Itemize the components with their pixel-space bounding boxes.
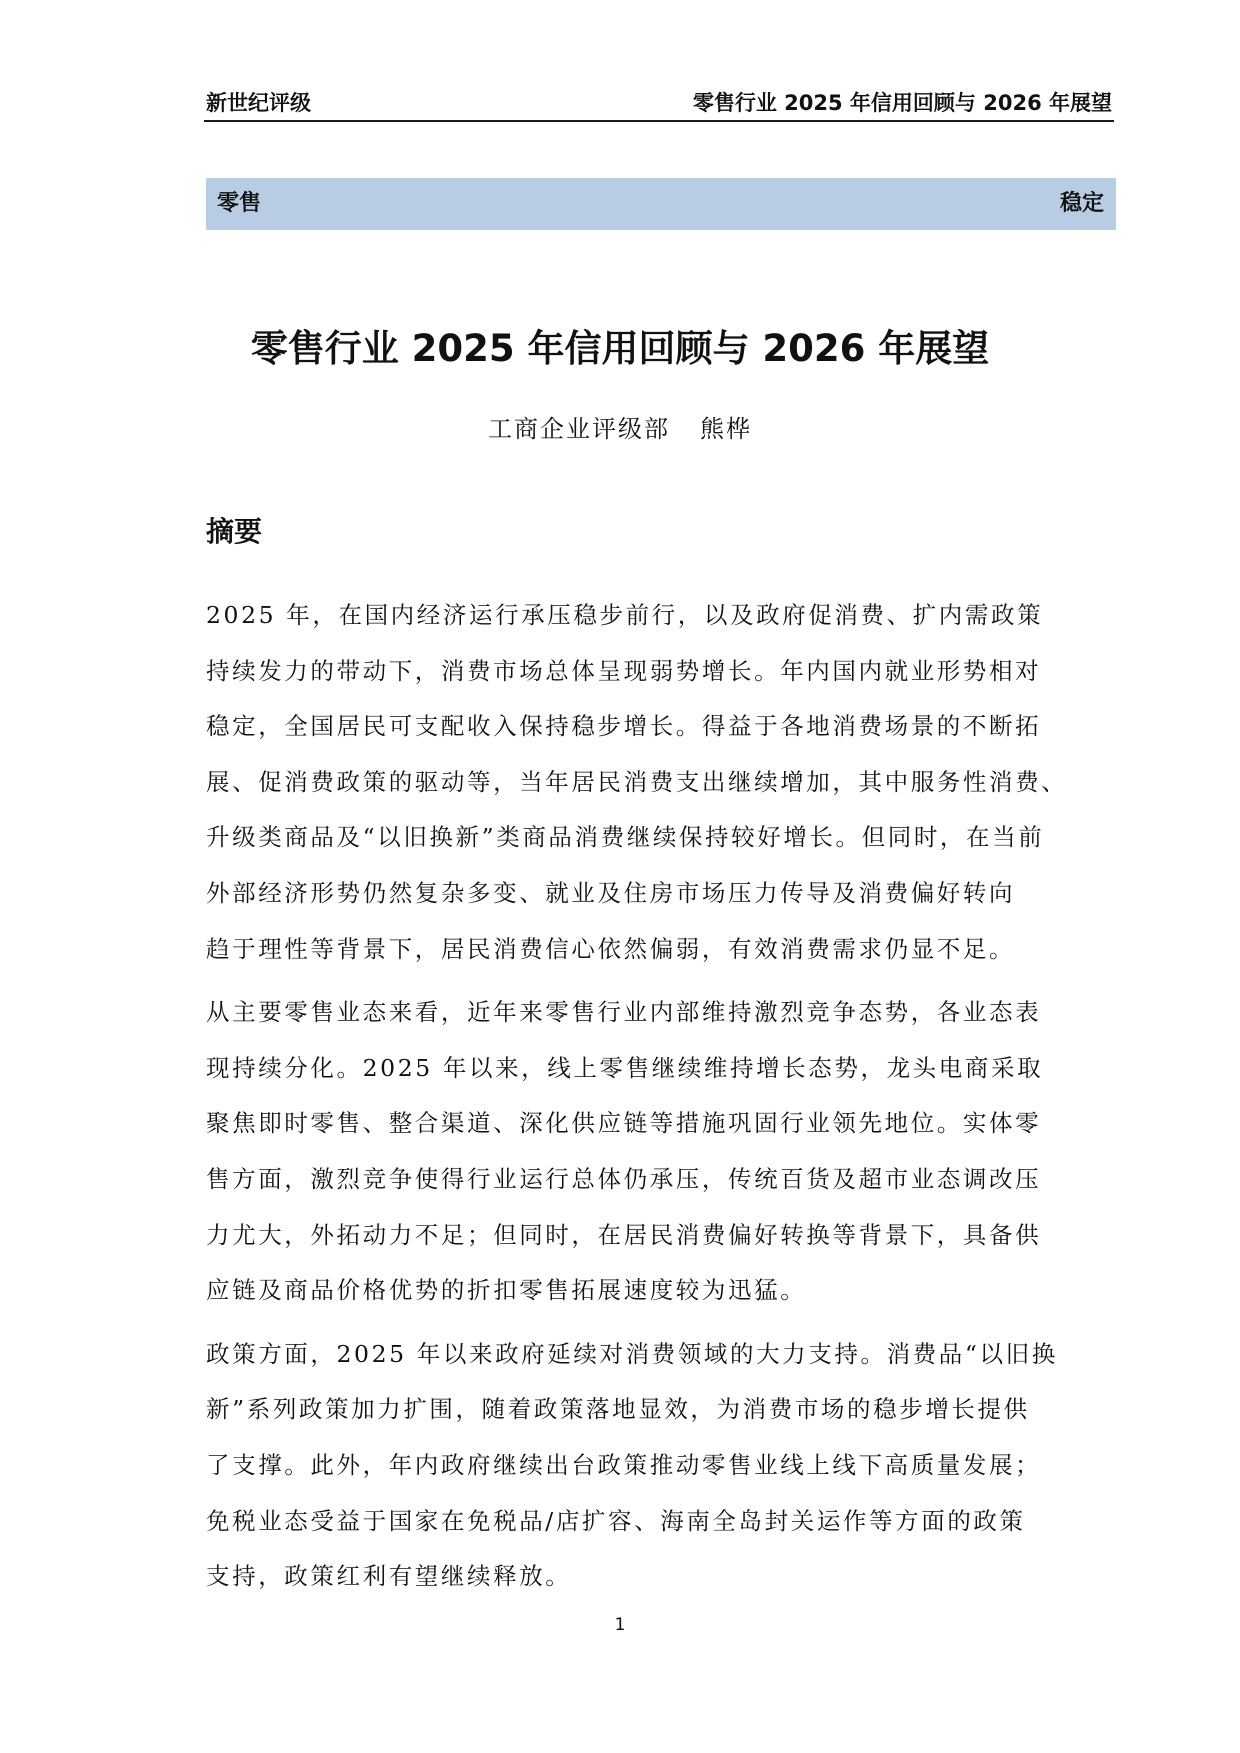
section-title-abstract: 摘要 <box>206 515 263 548</box>
paragraph-line: 应链及商品价格优势的折扣零售拓展速度较为迅猛。 <box>206 1276 807 1305</box>
paragraph-line: 持续发力的带动下，消费市场总体呈现弱势增长。年内国内就业形势相对 <box>206 656 1042 685</box>
paragraph-line: 聚焦即时零售、整合渠道、深化供应链等措施巩固行业领先地位。实体零 <box>206 1109 1042 1138</box>
author-name: 熊桦 <box>700 415 752 443</box>
industry-outlook-banner <box>206 178 1116 230</box>
paragraph-line: 现持续分化。2025 年以来，线上零售继续维持增长态势，龙头电商采取 <box>206 1053 1044 1082</box>
paragraph-line: 稳定，全国居民可支配收入保持稳步增长。得益于各地消费场景的不断拓 <box>206 712 1042 741</box>
paragraph-line: 力尤大，外拓动力不足；但同时，在居民消费偏好转换等背景下，具备供 <box>206 1220 1042 1249</box>
paragraph-line: 2025 年，在国内经济运行承压稳步前行，以及政府促消费、扩内需政策 <box>206 601 1044 629</box>
paragraph <box>206 985 1116 1319</box>
banner-outlook: 稳定 <box>1059 191 1104 216</box>
paragraph <box>206 588 1116 977</box>
paragraph-line: 升级类商品及“以旧换新”类商品消费继续保持较好增长。但同时，在当前 <box>206 823 1045 852</box>
paragraph-line: 售方面，激烈竞争使得行业运行总体仍承压，传统百货及超市业态调改压 <box>206 1164 1042 1193</box>
paragraph-line: 展、促消费政策的驱动等，当年居民消费支出继续增加，其中服务性消费、 <box>206 767 1068 796</box>
paragraph-line: 趋于理性等背景下，居民消费信心依然偏弱，有效消费需求仍显不足。 <box>206 934 1016 963</box>
paragraph-line: 免税业态受益于国家在免税品/店扩容、海南全岛封关运作等方面的政策 <box>206 1506 1026 1535</box>
paragraph-line: 从主要零售业态来看，近年来零售行业内部维持激烈竞争态势，各业态表 <box>206 998 1042 1027</box>
header-org: 新世纪评级 <box>206 91 311 115</box>
paragraph-line: 新”系列政策加力扩围，随着政策落地显效，为消费市场的稳步增长提供 <box>206 1395 1030 1424</box>
report-title: 零售行业 2025 年信用回顾与 2026 年展望 <box>250 327 990 370</box>
page-header <box>204 86 1114 122</box>
author-department: 工商企业评级部 <box>488 415 670 443</box>
author-line <box>0 410 1240 448</box>
abstract-body <box>206 588 1116 1613</box>
paragraph <box>206 1327 1116 1605</box>
paragraph-line: 政策方面，2025 年以来政府延续对消费领域的大力支持。消费品“以旧换 <box>206 1339 1058 1368</box>
page-number: 1 <box>614 1615 626 1635</box>
paragraph-line: 外部经济形势仍然复杂多变、就业及住房市场压力传导及消费偏好转向 <box>206 878 1016 907</box>
banner-industry: 零售 <box>217 191 262 216</box>
paragraph-line: 支持，政策红利有望继续释放。 <box>206 1562 572 1591</box>
paragraph-line: 了支撑。此外，年内政府继续出台政策推动零售业线上线下高质量发展； <box>206 1450 1042 1479</box>
header-doc-title: 零售行业 2025 年信用回顾与 2026 年展望 <box>692 91 1112 115</box>
